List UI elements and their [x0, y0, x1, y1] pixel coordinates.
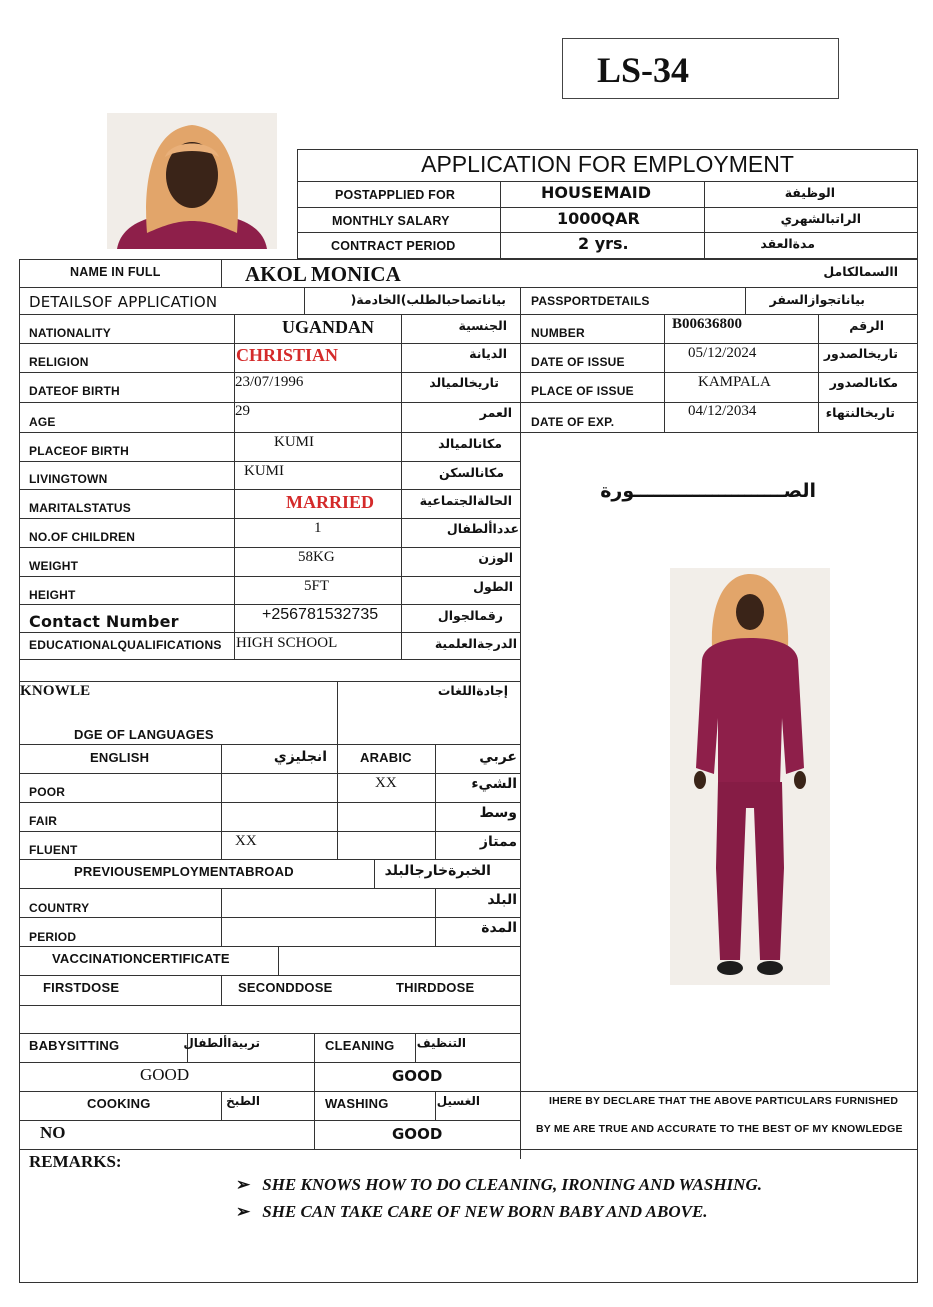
place-of-issue-label: PLACE OF ISSUE: [531, 384, 634, 398]
arabic-header-ar: عربي: [479, 749, 517, 765]
monthly-salary-ar: الراتبالشهري: [780, 211, 861, 226]
monthly-salary-label: MONTHLY SALARY: [332, 214, 450, 228]
poor-label: POOR: [29, 785, 66, 799]
date-of-issue-ar: تاريخالصدور: [823, 346, 898, 361]
contract-period-ar: مدةالعقد: [760, 236, 815, 251]
date-of-exp-label: DATE OF EXP.: [531, 415, 615, 429]
country-ar: البلد: [487, 892, 517, 908]
fair-label: FAIR: [29, 814, 58, 828]
remark-item-2: [236, 1202, 708, 1222]
contract-period-value: 2 yrs.: [578, 234, 629, 253]
date-of-issue-label: DATE OF ISSUE: [531, 355, 625, 369]
languages-title-ar: إجادةاللغات: [437, 683, 508, 698]
babysitting-ar: تربيةاألطفال: [183, 1036, 260, 1050]
marital-status-ar: الحالةالجتماعية: [419, 493, 512, 508]
declaration-line1: IHERE BY DECLARE THAT THE ABOVE PARTICULARS FURNISHED: [549, 1095, 899, 1107]
english-header: ENGLISH: [90, 750, 150, 765]
contact-number-value: +256781532735: [262, 606, 379, 623]
living-town-value: KUMI: [244, 463, 284, 479]
reference-code: LS-34: [597, 50, 690, 90]
children-ar: عدداألطفال: [446, 521, 519, 536]
cleaning-value: GOOD: [392, 1067, 443, 1085]
living-town-ar: مكانالسكن: [438, 465, 504, 480]
fluent-english-mark: XX: [235, 833, 257, 849]
place-of-issue-value: KAMPALA: [698, 374, 771, 390]
dob-label: DATEOF BIRTH: [29, 384, 120, 398]
religion-ar: الديانة: [469, 346, 507, 361]
contact-number-label: Contact Number: [29, 612, 179, 631]
place-of-birth-label: PLACEOF BIRTH: [29, 444, 129, 458]
passport-number-label: NUMBER: [531, 326, 585, 340]
height-label: HEIGHT: [29, 588, 76, 602]
cooking-value: NO: [40, 1123, 66, 1142]
post-applied-value: HOUSEMAID: [541, 183, 651, 202]
religion-value: CHRISTIAN: [236, 345, 339, 365]
dob-value: 23/07/1996: [235, 374, 304, 390]
passport-number-ar: الرقم: [849, 318, 884, 333]
fair-ar: وسط: [479, 805, 517, 821]
contact-number-ar: رقمالجوال: [437, 608, 503, 623]
living-town-label: LIVINGTOWN: [29, 472, 108, 486]
second-dose-label: SECONDDOSE: [238, 980, 333, 995]
poor-ar: الشيء: [471, 776, 517, 792]
passport-number-value: B00636800: [672, 316, 743, 332]
name-label: NAME IN FULL: [70, 265, 161, 279]
age-label: AGE: [29, 415, 56, 429]
babysitting-label: BABYSITTING: [29, 1038, 120, 1053]
declaration-line2: BY ME ARE TRUE AND ACCURATE TO THE BEST OF MY KNOWLEDGE: [536, 1123, 903, 1135]
education-label: EDUCATIONALQUALIFICATIONS: [29, 638, 222, 652]
nationality-label: NATIONALITY: [29, 326, 111, 340]
post-applied-label: POSTAPPLIED FOR: [335, 188, 456, 202]
religion-label: RELIGION: [29, 355, 89, 369]
dob-ar: تاريخالميالد: [429, 375, 499, 390]
country-label: COUNTRY: [29, 901, 90, 915]
employment-title-ar: الخبرةخارجالبلد: [384, 863, 491, 879]
height-value: 5FT: [304, 578, 330, 594]
passport-section-label: PASSPORTDETAILS: [531, 294, 650, 308]
bullet-arrow-icon: ➢: [236, 1202, 251, 1221]
photo-caption-ar: الصـــــــــــــــــــــــورة: [600, 480, 816, 502]
application-title: APPLICATION FOR EMPLOYMENT: [421, 151, 794, 177]
languages-title-part1: KNOWLE: [20, 683, 91, 699]
cleaning-ar: التنظيف: [416, 1036, 466, 1050]
height-ar: الطول: [473, 579, 513, 594]
languages-title-part2: DGE OF LANGUAGES: [74, 727, 214, 742]
passport-section-ar: بياناتجوازالسفر: [769, 292, 865, 307]
remark-text-2: SHE CAN TAKE CARE OF NEW BORN BABY AND ABOVE.: [262, 1202, 708, 1221]
date-of-exp-ar: تاريخالنتهاء: [825, 405, 895, 420]
cooking-ar: الطبخ: [226, 1094, 260, 1108]
english-header-ar: انجليزي: [273, 749, 327, 765]
marital-status-value: MARRIED: [286, 492, 374, 512]
bullet-arrow-icon: ➢: [236, 1175, 251, 1194]
monthly-salary-value: 1000QAR: [557, 209, 640, 228]
nationality-value: UGANDAN: [282, 317, 374, 337]
poor-arabic-mark: XX: [375, 775, 397, 791]
date-of-issue-value: 05/12/2024: [688, 345, 757, 361]
contract-period-label: CONTRACT PERIOD: [331, 239, 456, 253]
place-of-issue-ar: مكانالصدور: [829, 375, 898, 390]
post-applied-ar: الوظيفة: [784, 185, 835, 200]
vaccination-title: VACCINATIONCERTIFICATE: [52, 951, 230, 966]
name-ar: االسمالكامل: [823, 264, 898, 279]
marital-status-label: MARITALSTATUS: [29, 501, 131, 515]
details-section-label: DETAILSOF APPLICATION: [29, 293, 218, 311]
remark-item-1: [236, 1175, 762, 1195]
headshot-photo: [107, 113, 277, 249]
fluent-label: FLUENT: [29, 843, 78, 857]
washing-value: GOOD: [392, 1125, 443, 1143]
children-label: NO.OF CHILDREN: [29, 530, 136, 544]
fluent-ar: ممتاز: [479, 834, 517, 850]
nationality-ar: الجنسية: [458, 318, 507, 333]
washing-ar: الغسيل: [436, 1094, 480, 1108]
remark-text-1: SHE KNOWS HOW TO DO CLEANING, IRONING AND WASHING.: [262, 1175, 762, 1194]
arabic-header: ARABIC: [360, 750, 412, 765]
period-ar: المدة: [481, 920, 517, 936]
children-value: 1: [314, 520, 322, 536]
third-dose-label: THIRDDOSE: [396, 980, 475, 995]
details-section-ar: بياناتصاحبالطلب)الخادمة(: [350, 292, 506, 307]
cleaning-label: CLEANING: [325, 1038, 395, 1053]
name-value: AKOL MONICA: [245, 262, 401, 286]
remarks-label: REMARKS:: [29, 1152, 122, 1171]
weight-ar: الوزن: [478, 550, 513, 565]
place-of-birth-ar: مكانالميالد: [438, 436, 502, 451]
reference-code-box: [562, 38, 839, 99]
first-dose-label: FIRSTDOSE: [43, 980, 120, 995]
education-value: HIGH SCHOOL: [236, 635, 338, 651]
employment-title: PREVIOUSEMPLOYMENTABROAD: [74, 864, 294, 879]
education-ar: الدرجةالعلمية: [434, 636, 517, 651]
weight-label: WEIGHT: [29, 559, 79, 573]
washing-label: WASHING: [325, 1096, 389, 1111]
cooking-label: COOKING: [87, 1096, 151, 1111]
age-ar: العمر: [479, 405, 512, 420]
age-value: 29: [235, 403, 250, 419]
full-body-photo: [670, 568, 830, 985]
place-of-birth-value: KUMI: [274, 434, 314, 450]
babysitting-value: GOOD: [140, 1065, 190, 1084]
weight-value: 58KG: [298, 549, 335, 565]
date-of-exp-value: 04/12/2034: [688, 403, 757, 419]
period-label: PERIOD: [29, 930, 77, 944]
